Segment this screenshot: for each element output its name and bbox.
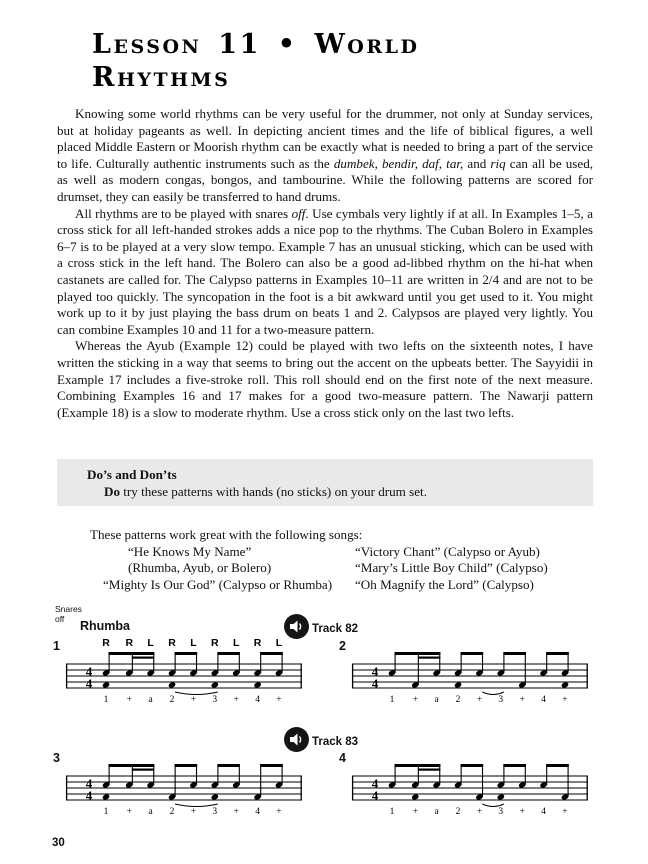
svg-text:4: 4 [371,788,379,803]
song-item: “Mary’s Little Boy Child” (Calypso) [355,560,548,576]
svg-text:L: L [232,637,240,649]
svg-text:4: 4 [85,676,93,691]
svg-text:3: 3 [498,807,504,817]
paragraph-intro: Knowing some world rhythms can be very useful for the drummer, not only at Sunday services, but at holiday pageants as well. In depicting ancient times and the life of biblical figures, a well placed Middle Eastern or Moorish rhythm can be exactly what is needed to bring a part of the service to life. Culturally authentic instruments such as the dumbek, bendir, daf, tar, and riq can all be used, as well as modern congas, bongos, and tambourine. While the following patterns are scored for drumset, they can easily be transferred to hand drums. [57,106,594,204]
songs-columns [57,544,593,593]
svg-text:+: + [233,807,239,817]
example-number: 2 [339,639,346,653]
lesson-title [92,28,419,94]
body-text [57,106,593,421]
svg-text:2: 2 [455,807,461,817]
notation-example-4 [339,748,592,820]
svg-text:+: + [476,695,483,705]
svg-text:+: + [412,807,418,817]
notation-example-3 [53,748,306,820]
svg-text:2: 2 [169,807,175,817]
svg-text:a: a [434,695,439,705]
svg-text:+: + [126,695,132,705]
svg-text:R: R [168,637,176,649]
svg-text:L: L [147,637,154,649]
svg-text:+: + [190,807,197,817]
svg-text:L: L [275,637,283,649]
svg-text:+: + [562,807,568,817]
svg-text:+: + [562,695,568,705]
svg-text:+: + [519,807,525,817]
svg-text:4: 4 [371,676,379,691]
svg-text:1: 1 [389,807,395,817]
svg-text:4: 4 [85,776,93,791]
svg-text:+: + [519,695,525,705]
svg-text:+: + [476,807,483,817]
svg-text:L: L [190,637,197,649]
drum-staff [62,748,306,825]
svg-text:R: R [125,637,134,649]
svg-text:3: 3 [498,695,504,705]
svg-text:a: a [434,807,439,817]
song-item: “Mighty Is Our God” (Calypso or Rhumba) [103,576,333,592]
svg-text:+: + [276,807,282,817]
song-item: “He Knows My Name” [128,544,252,560]
notation-example-1 [53,636,306,708]
svg-text:4: 4 [541,695,546,705]
svg-text:+: + [233,695,239,705]
song-item: (Rhumba, Ayub, or Bolero) [128,560,272,576]
songs-column-right [355,544,593,593]
drum-staff [348,748,592,825]
track-82-label: Track 82 [312,623,359,635]
svg-text:4: 4 [255,695,260,705]
svg-text:4: 4 [371,776,379,791]
song-item: “Victory Chant” (Calypso or Ayub) [355,544,540,560]
dos-donts-box [57,459,593,506]
paragraph-patterns: Whereas the Ayub (Example 12) could be played with two lefts on the sixteenth notes, I have written the sticking in a way that seems to bring out the accent on the upbeats better. The Sayyidii in Example 17 includes a five-stroke roll. This roll should end on the first note of the next measure. Combining Examples 16 and 17 makes for a good two-measure pattern. The Nawarji pattern (Example 18) is a slow to moderate rhythm. Use a cross stick only on the last two lefts. [57,338,593,420]
svg-text:4: 4 [371,664,379,679]
dos-donts-heading: Do’s and Don’ts [87,467,177,482]
songs-column-left [57,544,355,593]
svg-text:+: + [276,695,282,705]
track-83-label: Track 83 [312,736,359,748]
example-number: 1 [53,639,60,653]
svg-text:1: 1 [103,807,109,817]
notation-example-2 [339,636,592,708]
songs-section [57,527,593,593]
dos-donts-text: Do try these patterns with hands (no sticks) on your drum set. [104,484,427,499]
svg-text:4: 4 [85,788,93,803]
svg-text:+: + [412,695,418,705]
svg-text:2: 2 [169,695,175,705]
drum-staff [348,636,592,713]
svg-text:4: 4 [541,807,546,817]
svg-text:a: a [148,695,153,705]
svg-text:3: 3 [212,695,218,705]
svg-text:R: R [211,637,219,649]
page-number: 30 [52,837,65,849]
songs-intro: These patterns work great with the following songs: [90,527,363,542]
svg-text:4: 4 [85,664,93,679]
rhumba-label: Rhumba [80,619,130,633]
svg-text:1: 1 [103,695,109,705]
song-item: “Oh Magnify the Lord” (Calypso) [355,576,534,592]
svg-text:3: 3 [212,807,218,817]
paragraph-playing-notes: All rhythms are to be played with snares off. Use cymbals very lightly if at all. In Examples 1–5, a cross stick for all left-handed strokes adds a nice pop to the rhythms. The Cuban Bolero in Examples 6–7 is to be played at a very slow tempo. Example 7 has an unusual sticking, which can be used with a cross stick in the left hand. The Bolero can also be a good ad-libbed rhythm on the hi-hat when castanets are called for. The Calypso patterns in Examples 10–11 are written in 2/4 and are not to be played too quickly. The syncopation in the foot is a bit awkward until you get used to it. You might work up to it by just playing the bass drum on beats 1 and 2. Calypsos are played very lightly. You can combine Examples 10 and 11 for a two-measure pattern. [57,205,594,337]
drum-staff [62,636,306,713]
svg-text:a: a [148,807,153,817]
lesson-title-line1: Lesson 11 • World [92,29,420,60]
svg-text:1: 1 [389,695,395,705]
snares-off-label: Snares off [55,604,82,624]
example-number: 3 [53,751,60,765]
svg-text:4: 4 [255,807,260,817]
svg-text:+: + [190,695,197,705]
lesson-title-line2: Rhythms [92,62,231,93]
example-number: 4 [339,751,346,765]
svg-text:+: + [126,807,132,817]
svg-text:R: R [102,637,110,649]
svg-text:R: R [253,637,262,649]
svg-text:2: 2 [455,695,461,705]
